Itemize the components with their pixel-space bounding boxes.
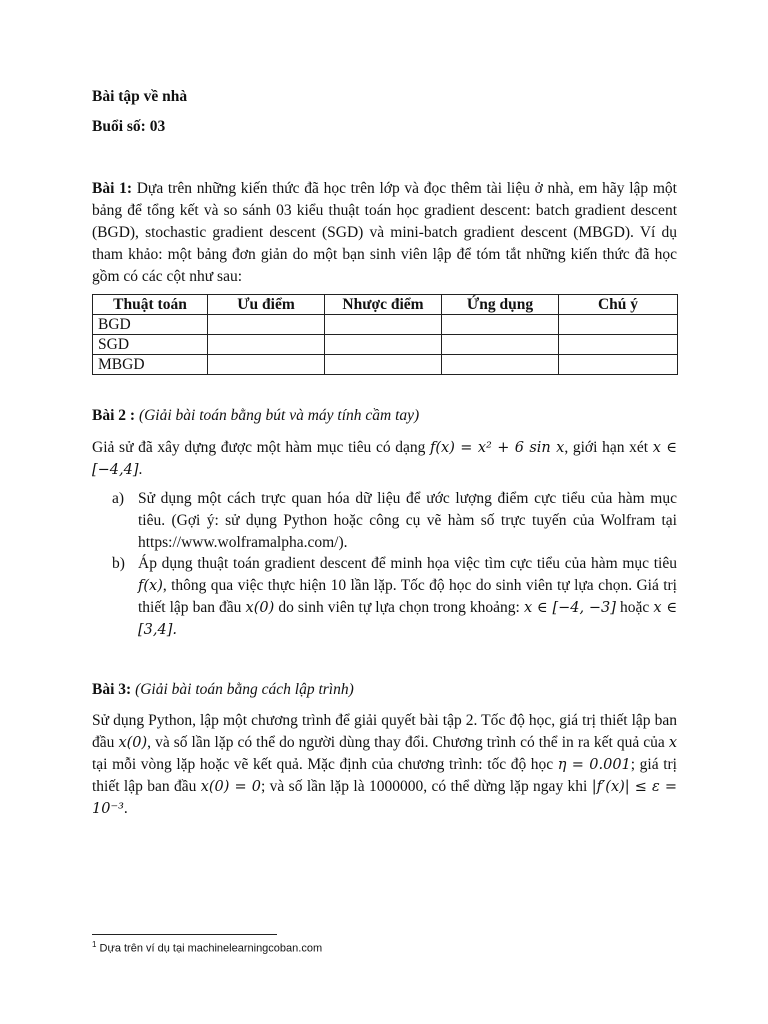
- table-row: [93, 315, 678, 335]
- table-header-row: [93, 295, 678, 315]
- exercise-3-text-part: ; và số lần lặp là 1000000, có thể dừng lặp ngay khi: [261, 778, 588, 795]
- list-item-text-part: Áp dụng thuật toán gradient descent để minh họa việc tìm cực tiểu của hàm mục tiêu: [138, 555, 677, 572]
- footnote: [92, 940, 322, 955]
- range-formula: x ∈ [3,4].: [138, 600, 678, 638]
- initial-value-formula: x(0) = 0: [200, 779, 262, 795]
- learning-rate-formula: η = 0.001: [557, 757, 631, 773]
- comparison-table: [92, 294, 678, 375]
- range-formula: x ∈ [−4, −3]: [523, 600, 616, 616]
- function-symbol: f(x): [138, 578, 163, 594]
- exercise-2-intro-text: , giới hạn xét: [564, 439, 649, 456]
- document-title: Bài tập về nhà: [92, 88, 188, 105]
- session-number: Buổi số: 03: [92, 118, 166, 135]
- footnote-text: Dựa trên ví dụ tại machinelearningcoban.com: [99, 942, 323, 955]
- table-header-cell: Nhược điểm: [325, 295, 442, 315]
- table-cell: MBGD: [93, 355, 208, 375]
- list-item-label: b): [112, 555, 125, 572]
- footnote-mark: 1: [92, 940, 97, 949]
- exercise-2-intro-text: Giả sử đã xây dựng được một hàm mục tiêu có dạng: [92, 439, 426, 456]
- table-header-cell: Ưu điểm: [208, 295, 325, 315]
- list-item-text: [138, 553, 677, 641]
- exercise-2-heading: [92, 405, 419, 427]
- list-item: [112, 553, 677, 641]
- table-row: [93, 335, 678, 355]
- exercise-2-intro: Giả sử đã xây dựng được một hàm mục tiêu có dạng f(x) = x² + 6 sin x, giới hạn xét x ∈ [−4,4].: [92, 439, 678, 478]
- exercise-3-text-part: ; giá trị thiết lập ban đầu: [92, 756, 677, 795]
- initial-value-symbol: x(0): [245, 600, 275, 616]
- variable-symbol: x: [668, 735, 678, 751]
- footnote-divider: [92, 934, 277, 935]
- exercise-3-text-part: .: [123, 800, 128, 817]
- stop-condition-formula: |f′(x)| ≤ ε = 10⁻³: [92, 779, 678, 817]
- exercise-3-text-part: Sử dụng Python, lập một chương trình để giải quyết bài tập 2. Tốc độ học, giá trị thiết lập ban đầu: [92, 712, 677, 751]
- table-cell: BGD: [93, 315, 208, 335]
- list-item: [112, 488, 677, 554]
- list-item-text: Sử dụng một cách trực quan hóa dữ liệu để ước lượng điểm cực tiểu của hàm mục tiêu. (Gợi ý: sử dụng Python hoặc công cụ vẽ hàm số trực tuyến của Wolfram tại https://www.wolframalpha.com/).: [138, 490, 677, 551]
- exercise-1-label: Bài 1:: [92, 180, 133, 197]
- objective-formula: f(x) = x² + 6 sin x: [430, 440, 565, 456]
- exercise-2-note: (Giải bài toán bằng bút và máy tính cầm tay): [138, 407, 420, 424]
- exercise-3-heading: [92, 679, 354, 701]
- table-header-cell: Thuật toán: [93, 295, 208, 315]
- table-header-cell: Ứng dụng: [442, 295, 559, 315]
- exercise-3-label: Bài 3:: [92, 681, 132, 698]
- exercise-3-text-part: , và số lần lặp có thể do người dùng thay đổi. Chương trình có thể in ra kết quả của: [147, 734, 665, 751]
- table-header-cell: Chú ý: [559, 295, 678, 315]
- list-item-text-part: , thông qua việc thực hiện 10 lần lặp. Tốc độ học do sinh viên tự lựa chọn. Giá trị thiết lập ban đầu: [138, 577, 677, 616]
- list-item-text-part: hoặc: [620, 599, 650, 616]
- exercise-3-text-part: tại mỗi vòng lặp hoặc vẽ kết quả. Mặc định của chương trình: tốc độ học: [92, 756, 554, 773]
- list-item-label: a): [112, 490, 125, 507]
- exercise-1-text: [92, 178, 677, 288]
- list-item-text-part: do sinh viên tự lựa chọn trong khoảng:: [278, 599, 520, 616]
- domain-formula: x ∈ [−4,4]: [92, 440, 678, 478]
- exercise-3-text: [92, 710, 677, 820]
- exercise-3-note: (Giải bài toán bằng cách lập trình): [135, 681, 354, 698]
- exercise-2-label: Bài 2 :: [92, 407, 136, 424]
- table-row: [93, 355, 678, 375]
- initial-value-symbol: x(0): [118, 735, 148, 751]
- table-cell: SGD: [93, 335, 208, 355]
- exercise-1-body: Dựa trên những kiến thức đã học trên lớp và đọc thêm tài liệu ở nhà, em hãy lập một bảng để tổng kết và so sánh 03 kiểu thuật toán học gradient descent: batch gradient descent (BGD), stochastic gradient descent (SGD) và mini-batch gradient descent (MBGD). Ví dụ tham khảo: một bảng đơn giản do một bạn sinh viên lập để tóm tắt những kiến thức đã học gồm có các cột như sau:: [92, 180, 677, 285]
